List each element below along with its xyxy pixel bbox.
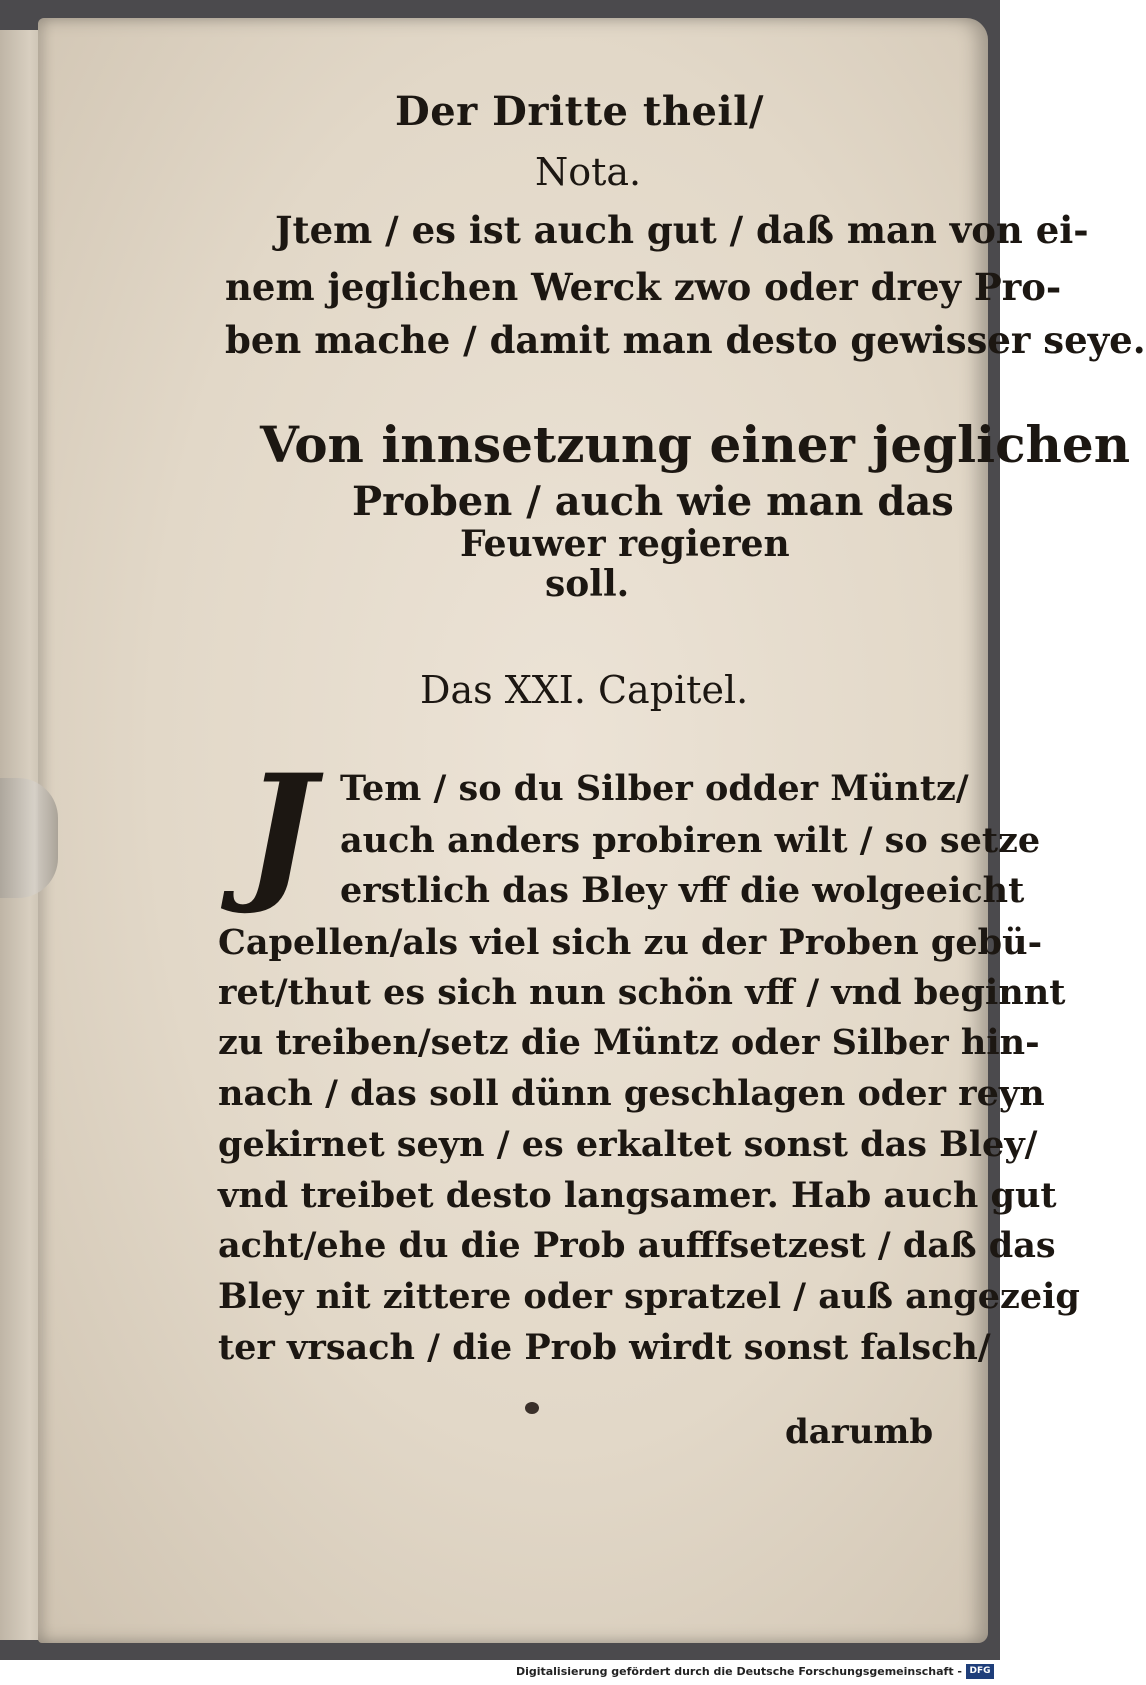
body-line: auch anders probiren wilt / so setze — [340, 820, 1041, 861]
running-header: Der Dritte theil/ — [395, 88, 764, 135]
footer-bar — [0, 1660, 1000, 1685]
body-line: zu treiben/setz die Müntz oder Silber hin- — [218, 1022, 1040, 1063]
section-heading-line: soll. — [545, 563, 630, 605]
body-line: vnd treibet desto langsamer. Hab auch gut — [218, 1175, 1057, 1216]
dfg-logo: DFG — [966, 1664, 994, 1679]
page-clip — [0, 778, 58, 898]
decorated-initial: J — [244, 742, 316, 918]
note-line: nem jeglichen Werck zwo oder drey Pro- — [225, 265, 1062, 309]
ink-smudge — [525, 1402, 539, 1414]
body-line: gekirnet seyn / es erkaltet sonst das Bley/ — [218, 1124, 1038, 1165]
body-line: Bley nit zittere oder spratzel / auß angezeig — [218, 1276, 1080, 1317]
note-label: Nota. — [535, 150, 642, 194]
section-heading-line: Proben / auch wie man das — [352, 478, 954, 525]
body-line: erstlich das Bley vff die wolgeeicht — [340, 870, 1025, 911]
catchword: darumb — [785, 1412, 934, 1452]
funding-credit: Digitalisierung gefördert durch die Deutsche Forschungsgemeinschaft - — [515, 1665, 962, 1678]
body-line: nach / das soll dünn geschlagen oder reyn — [218, 1073, 1045, 1114]
body-line: ter vrsach / die Prob wirdt sonst falsch/ — [218, 1327, 991, 1368]
section-heading-line: Von innsetzung einer jeglichen — [260, 415, 1131, 474]
body-line: Capellen/als viel sich zu der Proben gebü- — [218, 922, 1043, 963]
body-line: ret/thut es sich nun schön vff / vnd beginnt — [218, 972, 1066, 1013]
body-line: acht/ehe du die Prob aufffsetzest / daß das — [218, 1225, 1056, 1266]
body-line: Tem / so du Silber odder Müntz/ — [340, 768, 969, 809]
note-line: Jtem / es ist auch gut / daß man von ei- — [275, 208, 1089, 252]
note-line: ben mache / damit man desto gewisser seye. — [225, 318, 1146, 362]
section-heading-line: Feuwer regieren — [460, 523, 790, 565]
chapter-title: Das XXI. Capitel. — [420, 668, 749, 712]
